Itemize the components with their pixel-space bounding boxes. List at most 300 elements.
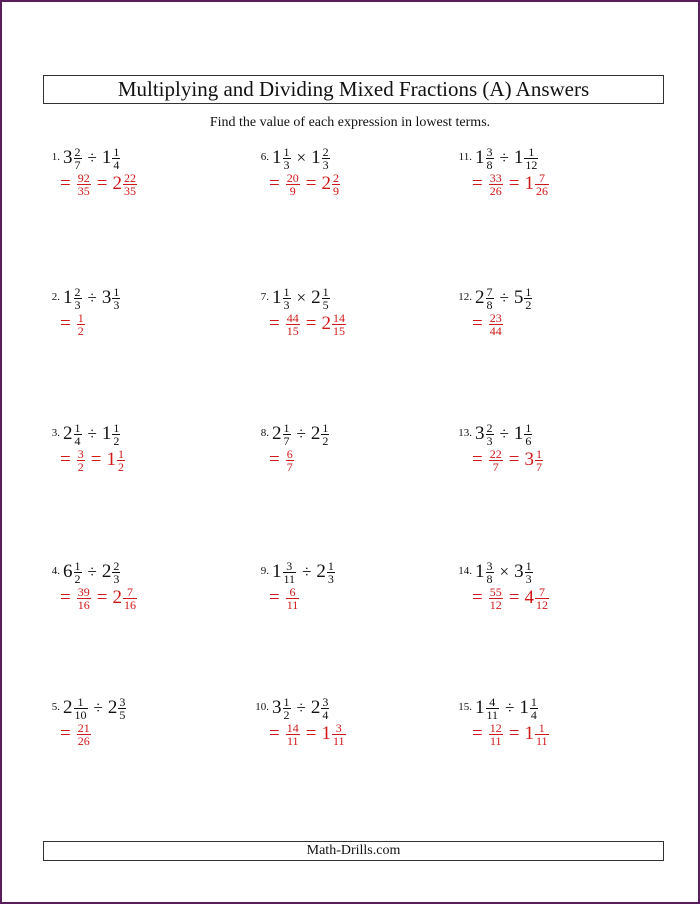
operand-a-fraction-numerator: 1 [283,695,290,709]
equals-sign: = [60,448,71,470]
operand-b-fraction [112,286,120,311]
operand-a [272,560,297,585]
problem-item [455,416,645,476]
operand-a [63,560,83,585]
worksheet-title: Multiplying and Dividing Mixed Fractions (A) Answers [43,75,664,104]
operand-a [272,696,292,721]
operand-b [514,422,534,447]
answer-mixed-fraction-denominator: 9 [332,184,339,198]
answer-mixed-whole: 3 [524,448,534,470]
answer-mixed-whole: 1 [321,722,331,744]
operand-a-fraction [283,422,291,447]
problem-item [43,416,233,476]
answer-mixed [524,448,544,473]
answer-line [472,586,550,611]
problem-number: 6. [260,150,269,163]
operand-a-fraction-denominator: 3 [486,434,493,448]
answer-improper-denominator: 16 [77,598,90,612]
operand-b [311,696,331,721]
answer-mixed-whole: 1 [106,448,116,470]
problem-expression [252,146,331,171]
problem-number: 5. [51,700,60,713]
operand-b-whole: 2 [101,560,112,582]
answer-mixed-fraction-denominator: 7 [535,460,542,474]
operand-b-fraction-denominator: 3 [113,572,120,586]
operand-a-fraction-denominator: 2 [74,572,81,586]
operand-a [63,696,89,721]
operand-a-fraction-denominator: 4 [74,434,81,448]
answer-improper-numerator: 14 [286,721,299,735]
operand-b [519,696,539,721]
operand-b-fraction-numerator: 1 [525,285,532,299]
operand-b [108,696,128,721]
operand-b [514,560,534,585]
problem-expression [252,286,331,311]
answer-mixed [321,312,347,337]
answer-improper [77,586,91,611]
operand-a-fraction-numerator: 1 [74,559,81,573]
operator: ÷ [87,287,97,307]
problem-item [455,140,645,200]
answer-improper [77,448,85,473]
operand-b [102,146,122,171]
operand-b [316,560,336,585]
operand-b-whole: 5 [513,286,524,308]
operand-b-whole: 1 [101,146,112,168]
operand-a-whole: 3 [475,422,485,444]
operand-a-fraction-numerator: 1 [283,285,290,299]
equals-sign: = [60,722,71,744]
problem-expression [455,422,533,447]
operand-a-fraction-denominator: 7 [74,158,81,172]
operand-a-fraction [74,286,82,311]
answer-improper [489,448,503,473]
answer-mixed-fraction-numerator: 7 [123,586,137,599]
operand-b-fraction-numerator: 3 [119,695,126,709]
operator: × [296,147,307,167]
answer-mixed [321,172,341,197]
answer-mixed-fraction-numerator: 3 [332,722,346,735]
operand-b-whole: 2 [107,696,118,718]
equals-sign: = [269,586,280,608]
operand-a [272,422,292,447]
operand-b-fraction [524,422,532,447]
equals-sign: = [269,312,280,334]
operand-a-fraction-numerator: 2 [74,145,81,159]
operand-a-fraction-numerator: 1 [283,145,290,159]
operand-a-fraction-denominator: 10 [74,708,87,722]
answer-improper-numerator: 23 [489,311,502,325]
operand-a-whole: 6 [63,560,73,582]
answer-improper-denominator: 7 [492,460,499,474]
operand-b-fraction [322,286,330,311]
answer-mixed-fraction-numerator: 7 [535,586,549,599]
problem-item [252,140,442,200]
answer-improper-denominator: 15 [286,324,299,338]
problem-item [455,554,645,614]
answer-improper-denominator: 2 [77,324,84,338]
answer-mixed-fraction [117,448,125,473]
operator: ÷ [499,287,509,307]
answer-improper-numerator: 22 [489,447,502,461]
equals-sign: = [508,722,520,744]
problem-number: 13. [458,426,472,439]
answer-mixed-fraction-denominator: 15 [332,324,345,338]
operand-a-fraction-numerator: 2 [74,285,81,299]
operand-b-fraction [524,146,538,171]
problem-expression [43,696,127,721]
equals-sign: = [508,172,520,194]
answer-mixed-fraction-denominator: 12 [535,598,548,612]
operand-a [475,286,495,311]
operand-b-fraction [112,146,120,171]
operand-a-whole: 3 [63,146,73,168]
operand-a-fraction-denominator: 7 [283,434,290,448]
operand-b-fraction-denominator: 3 [327,572,334,586]
answer-improper-numerator: 12 [489,721,502,735]
operand-b [102,286,122,311]
answer-improper [77,722,91,747]
operand-b-fraction-numerator: 1 [530,695,537,709]
operator: ÷ [302,561,312,581]
equals-sign: = [472,448,483,470]
operand-a [272,286,292,311]
operand-b-fraction [524,286,532,311]
operand-a-fraction-numerator: 4 [486,696,500,709]
operand-b-fraction [112,422,120,447]
answer-improper-denominator: 11 [489,734,502,748]
operand-b-whole: 2 [316,560,326,582]
operand-a [63,146,83,171]
answer-mixed [106,448,126,473]
answer-improper-numerator: 3 [77,447,84,461]
answer-mixed-whole: 1 [524,722,534,744]
equals-sign: = [472,586,483,608]
operator: ÷ [93,697,103,717]
equals-sign: = [269,448,280,470]
answer-line [269,448,295,473]
operand-b-whole: 1 [513,146,524,168]
operand-a-whole: 1 [272,286,282,308]
answer-line [472,722,550,747]
operand-b-fraction-denominator: 2 [113,434,120,448]
problem-number: 8. [260,426,269,439]
answer-mixed-whole: 2 [321,172,331,194]
operand-b [102,422,122,447]
operand-a [475,696,500,721]
operand-a-fraction-numerator: 3 [486,145,493,159]
answer-mixed-whole: 2 [112,172,122,194]
answer-mixed-fraction [535,172,549,197]
problem-expression [43,146,121,171]
operand-b-fraction [321,696,329,721]
operand-a-fraction [74,696,88,721]
operand-a-whole: 2 [272,422,282,444]
operand-b-fraction [118,696,126,721]
operator: ÷ [87,147,97,167]
operator: ÷ [499,147,509,167]
equals-sign: = [305,172,317,194]
answer-mixed-whole: 1 [524,172,534,194]
problem-number: 4. [51,564,60,577]
operand-b-whole: 3 [101,286,112,308]
operand-b-fraction-numerator: 1 [113,285,120,299]
answer-improper-denominator: 9 [289,184,296,198]
answer-mixed-fraction-numerator: 7 [535,172,549,185]
operator: × [296,287,307,307]
operator: ÷ [499,423,509,443]
answer-improper [489,172,503,197]
answer-improper-numerator: 55 [489,585,502,599]
operand-b-whole: 1 [101,422,112,444]
answer-improper-numerator: 6 [286,586,300,599]
equals-sign: = [472,172,483,194]
problem-item [43,280,233,340]
answer-line [269,586,300,611]
answer-improper-denominator: 44 [489,324,502,338]
operand-b-fraction-denominator: 5 [119,708,126,722]
problem-item [43,690,233,750]
operand-b-fraction-denominator: 2 [322,434,329,448]
equals-sign: = [96,172,108,194]
operand-b-fraction [525,560,533,585]
operand-a-fraction [486,422,494,447]
operand-b-whole: 1 [519,696,529,718]
operand-a [475,422,495,447]
answer-mixed [112,172,138,197]
operand-b-fraction-denominator: 4 [113,158,120,172]
operand-b-fraction-denominator: 4 [322,708,329,722]
answer-improper [286,586,300,611]
operand-a-fraction [486,146,494,171]
operator: ÷ [87,423,97,443]
answer-mixed-whole: 4 [524,586,534,608]
problem-expression [455,696,539,721]
problem-number: 2. [51,290,60,303]
answer-line [60,172,138,197]
problem-item [455,280,645,340]
answer-improper-denominator: 35 [77,184,90,198]
operand-a-fraction-denominator: 8 [486,158,493,172]
problem-item [252,280,442,340]
operand-b-fraction-numerator: 2 [322,145,329,159]
answer-line [472,448,544,473]
problem-expression [43,422,121,447]
answer-improper-numerator: 33 [489,171,502,185]
operand-a-whole: 2 [475,286,485,308]
answer-improper-numerator: 39 [77,585,90,599]
operand-a-fraction-numerator: 7 [486,285,493,299]
answer-mixed-fraction-denominator: 35 [123,184,136,198]
answer-line [269,172,341,197]
problem-expression [252,696,330,721]
problem-item [252,554,442,614]
operand-b-fraction [322,146,330,171]
operator: ÷ [296,697,306,717]
operand-a-fraction [486,696,500,721]
equals-sign: = [305,722,317,744]
answer-mixed-fraction-denominator: 11 [535,734,548,748]
operand-b-fraction-denominator: 5 [322,298,329,312]
answer-mixed-fraction-numerator: 1 [535,447,542,461]
operator: ÷ [87,561,97,581]
operand-a-fraction-denominator: 3 [283,298,290,312]
answer-improper [286,448,294,473]
answer-improper-numerator: 1 [77,311,84,325]
problem-number: 3. [51,426,60,439]
operand-b-whole: 3 [514,560,524,582]
answer-improper-numerator: 44 [286,311,299,325]
answer-improper [489,586,503,611]
equals-sign: = [508,448,520,470]
answer-improper [77,312,85,337]
equals-sign: = [96,586,108,608]
answer-mixed-fraction-denominator: 16 [123,598,136,612]
problem-item [43,140,233,200]
problem-item [252,416,442,476]
operand-a-fraction [74,422,82,447]
problem-number: 11. [458,150,472,163]
answer-line [269,312,347,337]
operator: ÷ [505,697,515,717]
operand-a-whole: 1 [272,146,282,168]
answer-improper-denominator: 11 [286,598,299,612]
answer-mixed-fraction-denominator: 26 [535,184,548,198]
operand-b-fraction [321,422,329,447]
answer-line [269,722,347,747]
operand-b-fraction-denominator: 4 [530,708,537,722]
equals-sign: = [269,172,280,194]
operand-b-fraction [327,560,335,585]
problem-number: 15. [458,700,472,713]
answer-improper [286,172,300,197]
problem-expression [252,422,330,447]
operand-a [63,422,83,447]
operand-a-whole: 2 [63,696,73,718]
operand-b [311,422,331,447]
operand-a [475,146,495,171]
operand-a-fraction [283,146,291,171]
answer-mixed-fraction [535,448,543,473]
operand-a-fraction [74,560,82,585]
operand-b-fraction [530,696,538,721]
problem-expression [43,286,121,311]
operand-b-fraction-numerator: 1 [525,559,532,573]
operand-b-fraction [112,560,120,585]
problem-expression [252,560,336,585]
answer-line [60,312,86,337]
answer-mixed-fraction [332,172,340,197]
operand-a-whole: 1 [475,696,485,718]
operand-b-fraction-denominator: 2 [525,298,532,312]
answer-improper [489,312,503,337]
operand-b-fraction-numerator: 1 [322,421,329,435]
operand-b-fraction-numerator: 1 [113,421,120,435]
answer-improper-denominator: 11 [286,734,299,748]
operand-b-fraction-numerator: 1 [525,421,532,435]
answer-improper-numerator: 20 [286,171,299,185]
operand-b-fraction-numerator: 1 [322,285,329,299]
answer-mixed [112,586,138,611]
operand-b-whole: 2 [310,422,321,444]
operand-a [475,560,495,585]
problem-item [455,690,645,750]
answer-mixed [321,722,346,747]
equals-sign: = [305,312,317,334]
answer-line [472,172,550,197]
operand-a [63,286,83,311]
operand-a-fraction-numerator: 1 [74,421,81,435]
operand-a-whole: 1 [63,286,73,308]
operand-b-whole: 2 [310,696,321,718]
operand-b [514,286,534,311]
answer-mixed-fraction [123,586,137,611]
equals-sign: = [472,312,483,334]
operand-a-whole: 1 [475,146,485,168]
answer-improper-denominator: 12 [489,598,502,612]
operand-a [272,146,292,171]
answer-mixed-fraction [332,722,346,747]
answer-mixed [524,586,550,611]
footer-credit: Math-Drills.com [43,841,664,861]
operand-a-fraction-numerator: 1 [283,421,290,435]
equals-sign: = [60,586,71,608]
answer-mixed-fraction-numerator: 22 [123,171,136,185]
problem-number: 9. [260,564,269,577]
answer-line [60,586,138,611]
operand-a-fraction-numerator: 3 [283,560,297,573]
operand-b-fraction-numerator: 3 [322,695,329,709]
problem-expression [455,560,534,585]
operand-a-fraction [486,560,494,585]
answer-mixed-fraction [535,722,549,747]
operand-b [514,146,540,171]
operand-b [102,560,122,585]
operand-a-fraction [283,560,297,585]
operand-a-fraction-denominator: 8 [486,572,493,586]
answer-improper-denominator: 26 [489,184,502,198]
problem-expression [455,146,539,171]
operand-a-fraction-numerator: 3 [486,559,493,573]
problem-number: 7. [260,290,269,303]
operand-a-fraction-denominator: 2 [283,708,290,722]
operand-a-whole: 1 [475,560,485,582]
operand-b-fraction-denominator: 6 [525,434,532,448]
operand-a-fraction-numerator: 1 [74,696,88,709]
problem-item [43,554,233,614]
problem-expression [43,560,121,585]
problem-number: 1. [51,150,60,163]
answer-line [60,722,92,747]
operand-a-whole: 3 [272,696,282,718]
answer-improper-numerator: 6 [286,447,293,461]
operand-a-fraction-numerator: 2 [486,421,493,435]
operand-b-fraction-denominator: 3 [525,572,532,586]
operand-a-fraction-denominator: 8 [486,298,493,312]
answer-improper-denominator: 2 [77,460,84,474]
answer-improper-numerator: 92 [77,171,90,185]
equals-sign: = [60,172,71,194]
answer-improper-denominator: 26 [77,734,90,748]
operand-a-fraction-denominator: 11 [486,708,499,722]
problem-number: 10. [255,700,269,713]
answer-mixed-fraction-denominator: 2 [117,460,124,474]
answer-mixed [524,722,549,747]
operand-a-fraction-denominator: 3 [283,158,290,172]
problem-item [252,690,442,750]
problem-number: 14. [458,564,472,577]
operand-b-whole: 1 [311,146,321,168]
